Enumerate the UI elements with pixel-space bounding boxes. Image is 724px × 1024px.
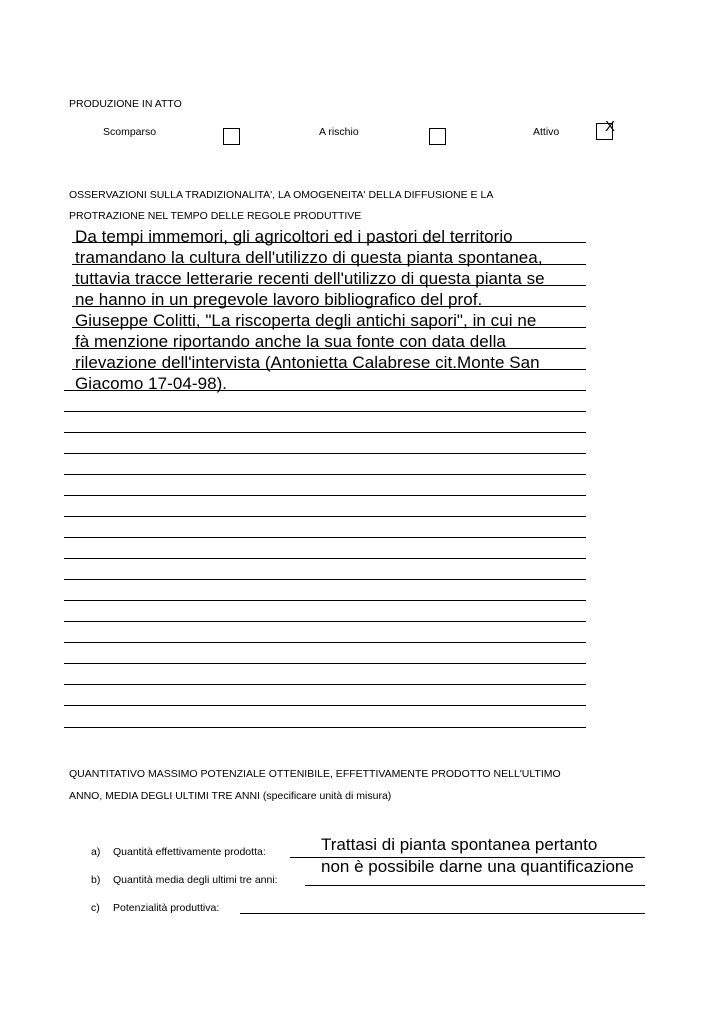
item-c-answer-line[interactable] bbox=[240, 913, 645, 914]
ruled-line bbox=[64, 537, 586, 538]
item-a-letter: a) bbox=[91, 846, 101, 858]
observations-heading-line2: PROTRAZIONE NEL TEMPO DELLE REGOLE PRODUTTIVE bbox=[69, 210, 362, 222]
ruled-line bbox=[64, 663, 586, 664]
production-heading: PRODUZIONE IN ATTO bbox=[69, 98, 182, 110]
ruled-line bbox=[64, 474, 586, 475]
observations-text[interactable] bbox=[75, 226, 545, 394]
observations-text-line: ne hanno in un pregevole lavoro bibliografico del prof. bbox=[75, 290, 483, 309]
item-b-answer[interactable]: non è possibile darne una quantificazione bbox=[321, 857, 634, 876]
item-a-answer[interactable]: Trattasi di pianta spontanea pertanto bbox=[321, 835, 598, 854]
ruled-line bbox=[64, 516, 586, 517]
ruled-line bbox=[64, 727, 586, 728]
option-label-attivo: Attivo bbox=[533, 126, 560, 138]
ruled-line bbox=[64, 684, 586, 685]
observations-text-line: Giacomo 17-04-98). bbox=[75, 374, 228, 393]
item-b-letter: b) bbox=[91, 874, 101, 886]
item-b-answer-line bbox=[305, 885, 645, 886]
observations-text-line: tramandano la cultura dell'utilizzo di questa pianta spontanea, bbox=[75, 248, 543, 267]
observations-text-line: rilevazione dell'intervista (Antonietta Calabrese cit.Monte San bbox=[75, 353, 540, 372]
item-c-letter: c) bbox=[91, 902, 100, 914]
ruled-line bbox=[64, 495, 586, 496]
observations-text-line: Da tempi immemori, gli agricoltori ed i pastori del territorio bbox=[75, 227, 513, 246]
checkbox-attivo-mark: X bbox=[605, 118, 616, 135]
checkbox-a-rischio[interactable] bbox=[429, 128, 446, 145]
item-c-label: Potenzialità produttiva: bbox=[113, 902, 220, 914]
option-label-scomparso: Scomparso bbox=[103, 126, 157, 138]
observations-text-line: Giuseppe Colitti, "La riscoperta degli antichi sapori", in cui ne bbox=[75, 311, 537, 330]
item-b-label: Quantità media degli ultimi tre anni: bbox=[113, 874, 278, 886]
observations-text-line: tuttavia tracce letterarie recenti dell'utilizzo di questa pianta se bbox=[75, 269, 545, 288]
ruled-line bbox=[64, 642, 586, 643]
ruled-line bbox=[64, 411, 586, 412]
checkbox-scomparso[interactable] bbox=[223, 128, 240, 145]
observations-text-line: fà menzione riportando anche la sua fonte con data della bbox=[75, 332, 506, 351]
ruled-line bbox=[64, 558, 586, 559]
ruled-line bbox=[64, 432, 586, 433]
ruled-line bbox=[64, 621, 586, 622]
ruled-line bbox=[64, 705, 586, 706]
observations-heading-line1: OSSERVAZIONI SULLA TRADIZIONALITA', LA OMOGENEITA' DELLA DIFFUSIONE E LA bbox=[69, 189, 494, 201]
ruled-line bbox=[64, 600, 586, 601]
item-a-label: Quantità effettivamente prodotta: bbox=[113, 846, 266, 858]
ruled-line bbox=[64, 579, 586, 580]
quantity-heading-line1: QUANTITATIVO MASSIMO POTENZIALE OTTENIBILE, EFFETTIVAMENTE PRODOTTO NELL'ULTIMO bbox=[69, 768, 561, 780]
option-label-a-rischio: A rischio bbox=[319, 126, 359, 138]
ruled-line bbox=[64, 453, 586, 454]
quantity-heading-line2: ANNO, MEDIA DEGLI ULTIMI TRE ANNI (specificare unità di misura) bbox=[69, 790, 392, 802]
